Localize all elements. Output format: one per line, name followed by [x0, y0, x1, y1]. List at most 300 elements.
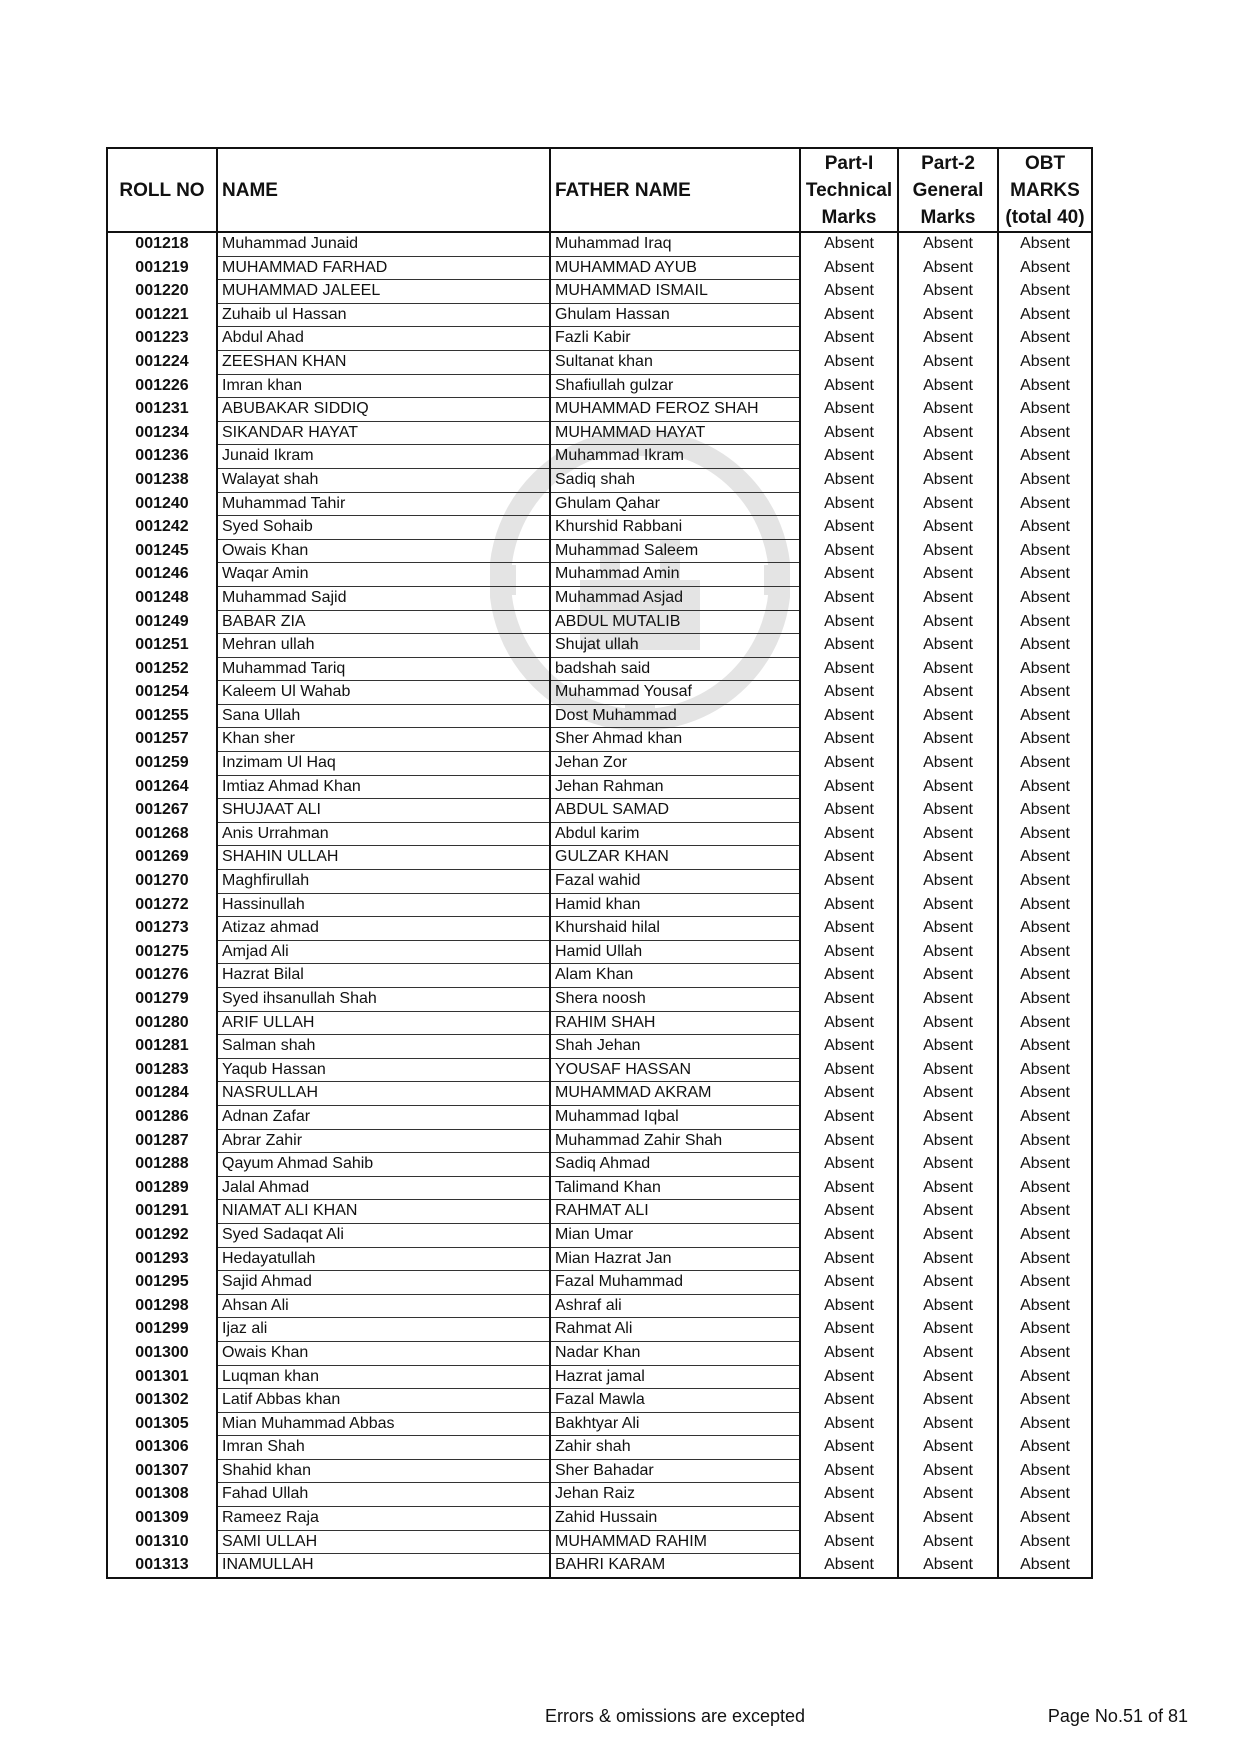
table-row — [107, 468, 1092, 492]
footer-note: Errors & omissions are excepted — [544, 1706, 806, 1726]
table-row — [107, 1530, 1092, 1554]
roll-no-cell: 001251 — [107, 634, 217, 658]
father-name-cell: YOUSAF HASSAN — [550, 1058, 800, 1082]
father-name-cell: Fazal Muhammad — [550, 1271, 800, 1295]
part2-marks-cell: Absent — [898, 893, 998, 917]
table-row — [107, 374, 1092, 398]
table-row — [107, 964, 1092, 988]
roll-no-cell: 001242 — [107, 516, 217, 540]
name-cell: Latif Abbas khan — [217, 1389, 550, 1413]
name-cell: Salman shah — [217, 1035, 550, 1059]
roll-no-cell: 001267 — [107, 799, 217, 823]
father-name-cell: Ghulam Qahar — [550, 492, 800, 516]
roll-no-cell: 001246 — [107, 563, 217, 587]
table-row — [107, 516, 1092, 540]
obt-marks-cell: Absent — [998, 657, 1092, 681]
obt-marks-cell: Absent — [998, 1105, 1092, 1129]
father-name-cell: Jehan Rahman — [550, 775, 800, 799]
name-cell: ARIF ULLAH — [217, 1011, 550, 1035]
father-name-cell: RAHIM SHAH — [550, 1011, 800, 1035]
table-row — [107, 728, 1092, 752]
part2-marks-cell: Absent — [898, 657, 998, 681]
name-cell: MUHAMMAD FARHAD — [217, 256, 550, 280]
part1-marks-cell: Absent — [800, 1341, 898, 1365]
father-name-cell: Sher Bahadar — [550, 1459, 800, 1483]
part2-marks-cell: Absent — [898, 1365, 998, 1389]
table-row — [107, 893, 1092, 917]
part1-marks-cell: Absent — [800, 1058, 898, 1082]
part1-marks-cell: Absent — [800, 586, 898, 610]
table-row — [107, 1082, 1092, 1106]
part1-marks-cell: Absent — [800, 303, 898, 327]
obt-marks-cell: Absent — [998, 799, 1092, 823]
part2-marks-cell: Absent — [898, 1035, 998, 1059]
part1-marks-cell: Absent — [800, 752, 898, 776]
father-name-cell: Muhammad Yousaf — [550, 681, 800, 705]
part2-marks-cell: Absent — [898, 563, 998, 587]
part2-marks-cell: Absent — [898, 1483, 998, 1507]
roll-no-cell: 001231 — [107, 398, 217, 422]
table-row — [107, 1223, 1092, 1247]
father-name-cell: Mian Hazrat Jan — [550, 1247, 800, 1271]
roll-no-cell: 001255 — [107, 704, 217, 728]
part2-marks-cell: Absent — [898, 374, 998, 398]
table-row — [107, 586, 1092, 610]
father-name-cell: badshah said — [550, 657, 800, 681]
obt-marks-cell: Absent — [998, 681, 1092, 705]
roll-no-cell: 001298 — [107, 1294, 217, 1318]
header-part2-general-marks — [898, 148, 998, 232]
table-row — [107, 1365, 1092, 1389]
part1-marks-cell: Absent — [800, 1200, 898, 1224]
father-name-cell: Zahir shah — [550, 1436, 800, 1460]
father-name-cell: Sher Ahmad khan — [550, 728, 800, 752]
name-cell: Syed Sohaib — [217, 516, 550, 540]
name-cell: ABUBAKAR SIDDIQ — [217, 398, 550, 422]
part2-marks-cell: Absent — [898, 1082, 998, 1106]
part1-marks-cell: Absent — [800, 398, 898, 422]
father-name-cell: Fazal Mawla — [550, 1389, 800, 1413]
part1-marks-cell: Absent — [800, 940, 898, 964]
roll-no-cell: 001259 — [107, 752, 217, 776]
name-cell: Syed Sadaqat Ali — [217, 1223, 550, 1247]
part1-marks-cell: Absent — [800, 1176, 898, 1200]
part1-marks-cell: Absent — [800, 846, 898, 870]
roll-no-cell: 001301 — [107, 1365, 217, 1389]
table-row — [107, 822, 1092, 846]
part2-marks-cell: Absent — [898, 232, 998, 256]
father-name-cell: Dost Muhammad — [550, 704, 800, 728]
father-name-cell: Alam Khan — [550, 964, 800, 988]
part1-marks-cell: Absent — [800, 1459, 898, 1483]
part1-marks-cell: Absent — [800, 563, 898, 587]
part1-marks-cell: Absent — [800, 327, 898, 351]
table-row — [107, 1294, 1092, 1318]
name-cell: Abrar Zahir — [217, 1129, 550, 1153]
part2-marks-cell: Absent — [898, 1105, 998, 1129]
part2-marks-cell: Absent — [898, 1129, 998, 1153]
father-name-cell: MUHAMMAD AYUB — [550, 256, 800, 280]
father-name-cell: Muhammad Ikram — [550, 445, 800, 469]
table-row — [107, 681, 1092, 705]
obt-marks-cell: Absent — [998, 398, 1092, 422]
name-cell: Sana Ullah — [217, 704, 550, 728]
obt-marks-cell: Absent — [998, 728, 1092, 752]
part1-marks-cell: Absent — [800, 374, 898, 398]
part1-marks-cell: Absent — [800, 1554, 898, 1578]
part2-marks-cell: Absent — [898, 681, 998, 705]
obt-marks-cell: Absent — [998, 1129, 1092, 1153]
obt-marks-cell: Absent — [998, 1365, 1092, 1389]
father-name-cell: Zahid Hussain — [550, 1507, 800, 1531]
father-name-cell: MUHAMMAD ISMAIL — [550, 280, 800, 304]
table-row — [107, 1436, 1092, 1460]
roll-no-cell: 001293 — [107, 1247, 217, 1271]
name-cell: Junaid Ikram — [217, 445, 550, 469]
part1-marks-cell: Absent — [800, 1507, 898, 1531]
part1-marks-cell: Absent — [800, 1082, 898, 1106]
obt-marks-cell: Absent — [998, 870, 1092, 894]
roll-no-cell: 001218 — [107, 232, 217, 256]
father-name-cell: Rahmat Ali — [550, 1318, 800, 1342]
father-name-cell: Hazrat jamal — [550, 1365, 800, 1389]
name-cell: Yaqub Hassan — [217, 1058, 550, 1082]
part2-marks-cell: Absent — [898, 1011, 998, 1035]
part1-marks-cell: Absent — [800, 1105, 898, 1129]
part2-marks-cell: Absent — [898, 988, 998, 1012]
name-cell: Owais Khan — [217, 539, 550, 563]
father-name-cell: Mian Umar — [550, 1223, 800, 1247]
obt-marks-cell: Absent — [998, 1507, 1092, 1531]
obt-marks-cell: Absent — [998, 516, 1092, 540]
father-name-cell: Shujat ullah — [550, 634, 800, 658]
obt-marks-cell: Absent — [998, 586, 1092, 610]
table-row — [107, 1341, 1092, 1365]
part2-marks-cell: Absent — [898, 1436, 998, 1460]
part2-marks-cell: Absent — [898, 1153, 998, 1177]
table-row — [107, 350, 1092, 374]
part2-marks-cell: Absent — [898, 917, 998, 941]
roll-no-cell: 001264 — [107, 775, 217, 799]
table-row — [107, 445, 1092, 469]
table-row — [107, 610, 1092, 634]
roll-no-cell: 001295 — [107, 1271, 217, 1295]
roll-no-cell: 001224 — [107, 350, 217, 374]
obt-marks-cell: Absent — [998, 917, 1092, 941]
part1-marks-cell: Absent — [800, 728, 898, 752]
part1-marks-cell: Absent — [800, 1247, 898, 1271]
roll-no-cell: 001306 — [107, 1436, 217, 1460]
father-name-cell: Hamid Ullah — [550, 940, 800, 964]
name-cell: Ahsan Ali — [217, 1294, 550, 1318]
obt-marks-cell: Absent — [998, 1412, 1092, 1436]
part1-marks-cell: Absent — [800, 280, 898, 304]
part1-marks-cell: Absent — [800, 350, 898, 374]
roll-no-cell: 001313 — [107, 1554, 217, 1578]
obt-marks-cell: Absent — [998, 421, 1092, 445]
part2-marks-cell: Absent — [898, 799, 998, 823]
obt-marks-cell: Absent — [998, 374, 1092, 398]
table-row — [107, 1389, 1092, 1413]
roll-no-cell: 001234 — [107, 421, 217, 445]
obt-marks-cell: Absent — [998, 1271, 1092, 1295]
obt-marks-cell: Absent — [998, 1058, 1092, 1082]
part2-marks-cell: Absent — [898, 1223, 998, 1247]
table-row — [107, 917, 1092, 941]
part1-marks-cell: Absent — [800, 1389, 898, 1413]
part1-marks-cell: Absent — [800, 1412, 898, 1436]
part1-marks-cell: Absent — [800, 1271, 898, 1295]
roll-no-cell: 001257 — [107, 728, 217, 752]
obt-marks-cell: Absent — [998, 1341, 1092, 1365]
part2-marks-cell: Absent — [898, 1058, 998, 1082]
name-cell: SAMI ULLAH — [217, 1530, 550, 1554]
roll-no-cell: 001308 — [107, 1483, 217, 1507]
part1-marks-cell: Absent — [800, 539, 898, 563]
obt-marks-cell: Absent — [998, 563, 1092, 587]
roll-no-cell: 001292 — [107, 1223, 217, 1247]
roll-no-cell: 001276 — [107, 964, 217, 988]
obt-marks-cell: Absent — [998, 1318, 1092, 1342]
name-cell: Jalal Ahmad — [217, 1176, 550, 1200]
obt-marks-cell: Absent — [998, 1459, 1092, 1483]
table-row — [107, 1153, 1092, 1177]
father-name-cell: Shafiullah gulzar — [550, 374, 800, 398]
part2-marks-cell: Absent — [898, 516, 998, 540]
part2-marks-cell: Absent — [898, 1271, 998, 1295]
table-row — [107, 327, 1092, 351]
roll-no-cell: 001284 — [107, 1082, 217, 1106]
part2-marks-cell: Absent — [898, 964, 998, 988]
name-cell: Ijaz ali — [217, 1318, 550, 1342]
part2-marks-cell: Absent — [898, 586, 998, 610]
father-name-cell: Ghulam Hassan — [550, 303, 800, 327]
part2-marks-cell: Absent — [898, 445, 998, 469]
roll-no-cell: 001254 — [107, 681, 217, 705]
part1-marks-cell: Absent — [800, 1011, 898, 1035]
roll-no-cell: 001288 — [107, 1153, 217, 1177]
table-row — [107, 634, 1092, 658]
part1-marks-cell: Absent — [800, 1294, 898, 1318]
name-cell: Adnan Zafar — [217, 1105, 550, 1129]
obt-marks-cell: Absent — [998, 822, 1092, 846]
part2-marks-cell: Absent — [898, 1507, 998, 1531]
name-cell: NIAMAT ALI KHAN — [217, 1200, 550, 1224]
name-cell: Mehran ullah — [217, 634, 550, 658]
father-name-cell: Bakhtyar Ali — [550, 1412, 800, 1436]
part1-marks-cell: Absent — [800, 1035, 898, 1059]
part2-marks-cell: Absent — [898, 752, 998, 776]
part1-marks-cell: Absent — [800, 681, 898, 705]
obt-marks-cell: Absent — [998, 988, 1092, 1012]
name-cell: Muhammad Tariq — [217, 657, 550, 681]
obt-marks-cell: Absent — [998, 1530, 1092, 1554]
part2-marks-cell: Absent — [898, 610, 998, 634]
roll-no-cell: 001273 — [107, 917, 217, 941]
name-cell: Luqman khan — [217, 1365, 550, 1389]
roll-no-cell: 001270 — [107, 870, 217, 894]
father-name-cell: ABDUL SAMAD — [550, 799, 800, 823]
father-name-cell: MUHAMMAD FEROZ SHAH — [550, 398, 800, 422]
part2-marks-cell: Absent — [898, 1294, 998, 1318]
father-name-cell: Jehan Raiz — [550, 1483, 800, 1507]
roll-no-cell: 001220 — [107, 280, 217, 304]
obt-marks-cell: Absent — [998, 539, 1092, 563]
roll-no-cell: 001236 — [107, 445, 217, 469]
table-row — [107, 1200, 1092, 1224]
part1-marks-cell: Absent — [800, 1530, 898, 1554]
part1-marks-cell: Absent — [800, 1436, 898, 1460]
father-name-cell: Muhammad Amin — [550, 563, 800, 587]
obt-marks-cell: Absent — [998, 1247, 1092, 1271]
part2-marks-cell: Absent — [898, 1412, 998, 1436]
part1-marks-cell: Absent — [800, 1483, 898, 1507]
table-row — [107, 775, 1092, 799]
part1-marks-cell: Absent — [800, 964, 898, 988]
obt-marks-cell: Absent — [998, 964, 1092, 988]
name-cell: Rameez Raja — [217, 1507, 550, 1531]
part1-marks-cell: Absent — [800, 492, 898, 516]
obt-marks-cell: Absent — [998, 1483, 1092, 1507]
table-row — [107, 846, 1092, 870]
part1-marks-cell: Absent — [800, 1129, 898, 1153]
obt-marks-cell: Absent — [998, 846, 1092, 870]
table-row — [107, 1129, 1092, 1153]
name-cell: Abdul Ahad — [217, 327, 550, 351]
father-name-cell: Sultanat khan — [550, 350, 800, 374]
roll-no-cell: 001309 — [107, 1507, 217, 1531]
part2-marks-cell: Absent — [898, 1341, 998, 1365]
obt-marks-cell: Absent — [998, 232, 1092, 256]
header-part1-line2: Technical — [805, 179, 893, 201]
obt-marks-cell: Absent — [998, 775, 1092, 799]
part1-marks-cell: Absent — [800, 1223, 898, 1247]
father-name-cell: Sadiq shah — [550, 468, 800, 492]
father-name-cell: GULZAR KHAN — [550, 846, 800, 870]
father-name-cell: Muhammad Saleem — [550, 539, 800, 563]
part2-marks-cell: Absent — [898, 870, 998, 894]
name-cell: Owais Khan — [217, 1341, 550, 1365]
table-row — [107, 232, 1092, 256]
roll-no-cell: 001299 — [107, 1318, 217, 1342]
obt-marks-cell: Absent — [998, 634, 1092, 658]
father-name-cell: Khurshid Rabbani — [550, 516, 800, 540]
table-row — [107, 1507, 1092, 1531]
table-row — [107, 870, 1092, 894]
name-cell: Inzimam Ul Haq — [217, 752, 550, 776]
table-row — [107, 1318, 1092, 1342]
table-row — [107, 563, 1092, 587]
part2-marks-cell: Absent — [898, 398, 998, 422]
roll-no-cell: 001291 — [107, 1200, 217, 1224]
roll-no-cell: 001272 — [107, 893, 217, 917]
roll-no-cell: 001252 — [107, 657, 217, 681]
name-cell: Hazrat Bilal — [217, 964, 550, 988]
table-row — [107, 421, 1092, 445]
obt-marks-cell: Absent — [998, 1294, 1092, 1318]
name-cell: Mian Muhammad Abbas — [217, 1412, 550, 1436]
obt-marks-cell: Absent — [998, 1035, 1092, 1059]
name-cell: Waqar Amin — [217, 563, 550, 587]
obt-marks-cell: Absent — [998, 468, 1092, 492]
header-part1-line1: Part-I — [824, 152, 874, 174]
part1-marks-cell: Absent — [800, 232, 898, 256]
page-number: Page No.51 of 81 — [1047, 1706, 1188, 1726]
table-row — [107, 657, 1092, 681]
obt-marks-cell: Absent — [998, 303, 1092, 327]
roll-no-cell: 001240 — [107, 492, 217, 516]
father-name-cell: MUHAMMAD RAHIM — [550, 1530, 800, 1554]
roll-no-cell: 001221 — [107, 303, 217, 327]
part2-marks-cell: Absent — [898, 1459, 998, 1483]
father-name-cell: MUHAMMAD AKRAM — [550, 1082, 800, 1106]
obt-marks-cell: Absent — [998, 1436, 1092, 1460]
part2-marks-cell: Absent — [898, 280, 998, 304]
obt-marks-cell: Absent — [998, 1200, 1092, 1224]
name-cell: Walayat shah — [217, 468, 550, 492]
obt-marks-cell: Absent — [998, 1176, 1092, 1200]
part2-marks-cell: Absent — [898, 846, 998, 870]
father-name-cell: Muhammad Iraq — [550, 232, 800, 256]
father-name-cell: ABDUL MUTALIB — [550, 610, 800, 634]
table-row — [107, 398, 1092, 422]
part2-marks-cell: Absent — [898, 303, 998, 327]
father-name-cell: Muhammad Asjad — [550, 586, 800, 610]
header-part2-line1: Part-2 — [921, 152, 975, 174]
part1-marks-cell: Absent — [800, 634, 898, 658]
name-cell: SHAHIN ULLAH — [217, 846, 550, 870]
name-cell: ZEESHAN KHAN — [217, 350, 550, 374]
table-body — [107, 232, 1092, 1578]
header-obt-line3: (total 40) — [1005, 206, 1085, 228]
father-name-cell: Hamid khan — [550, 893, 800, 917]
name-cell: Amjad Ali — [217, 940, 550, 964]
table-header-row — [107, 148, 1092, 232]
obt-marks-cell: Absent — [998, 1082, 1092, 1106]
table-row — [107, 1271, 1092, 1295]
name-cell: INAMULLAH — [217, 1554, 550, 1578]
table-row — [107, 1247, 1092, 1271]
header-part2-line3: Marks — [920, 206, 976, 228]
obt-marks-cell: Absent — [998, 610, 1092, 634]
part2-marks-cell: Absent — [898, 1389, 998, 1413]
name-cell: SHUJAAT ALI — [217, 799, 550, 823]
father-name-cell: Sadiq Ahmad — [550, 1153, 800, 1177]
father-name-cell: MUHAMMAD HAYAT — [550, 421, 800, 445]
part2-marks-cell: Absent — [898, 492, 998, 516]
part2-marks-cell: Absent — [898, 256, 998, 280]
part2-marks-cell: Absent — [898, 468, 998, 492]
table-row — [107, 539, 1092, 563]
name-cell: Shahid khan — [217, 1459, 550, 1483]
header-roll-no: ROLL NO — [107, 148, 217, 232]
part2-marks-cell: Absent — [898, 1530, 998, 1554]
roll-no-cell: 001300 — [107, 1341, 217, 1365]
part1-marks-cell: Absent — [800, 256, 898, 280]
table-row — [107, 1105, 1092, 1129]
name-cell: Imran khan — [217, 374, 550, 398]
part2-marks-cell: Absent — [898, 775, 998, 799]
name-cell: Fahad Ullah — [217, 1483, 550, 1507]
name-cell: Sajid Ahmad — [217, 1271, 550, 1295]
obt-marks-cell: Absent — [998, 350, 1092, 374]
header-obt-line2: MARKS — [1010, 179, 1080, 201]
name-cell: Hedayatullah — [217, 1247, 550, 1271]
obt-marks-cell: Absent — [998, 492, 1092, 516]
table-row — [107, 280, 1092, 304]
table-row — [107, 752, 1092, 776]
header-obt-line1: OBT — [1024, 152, 1066, 174]
